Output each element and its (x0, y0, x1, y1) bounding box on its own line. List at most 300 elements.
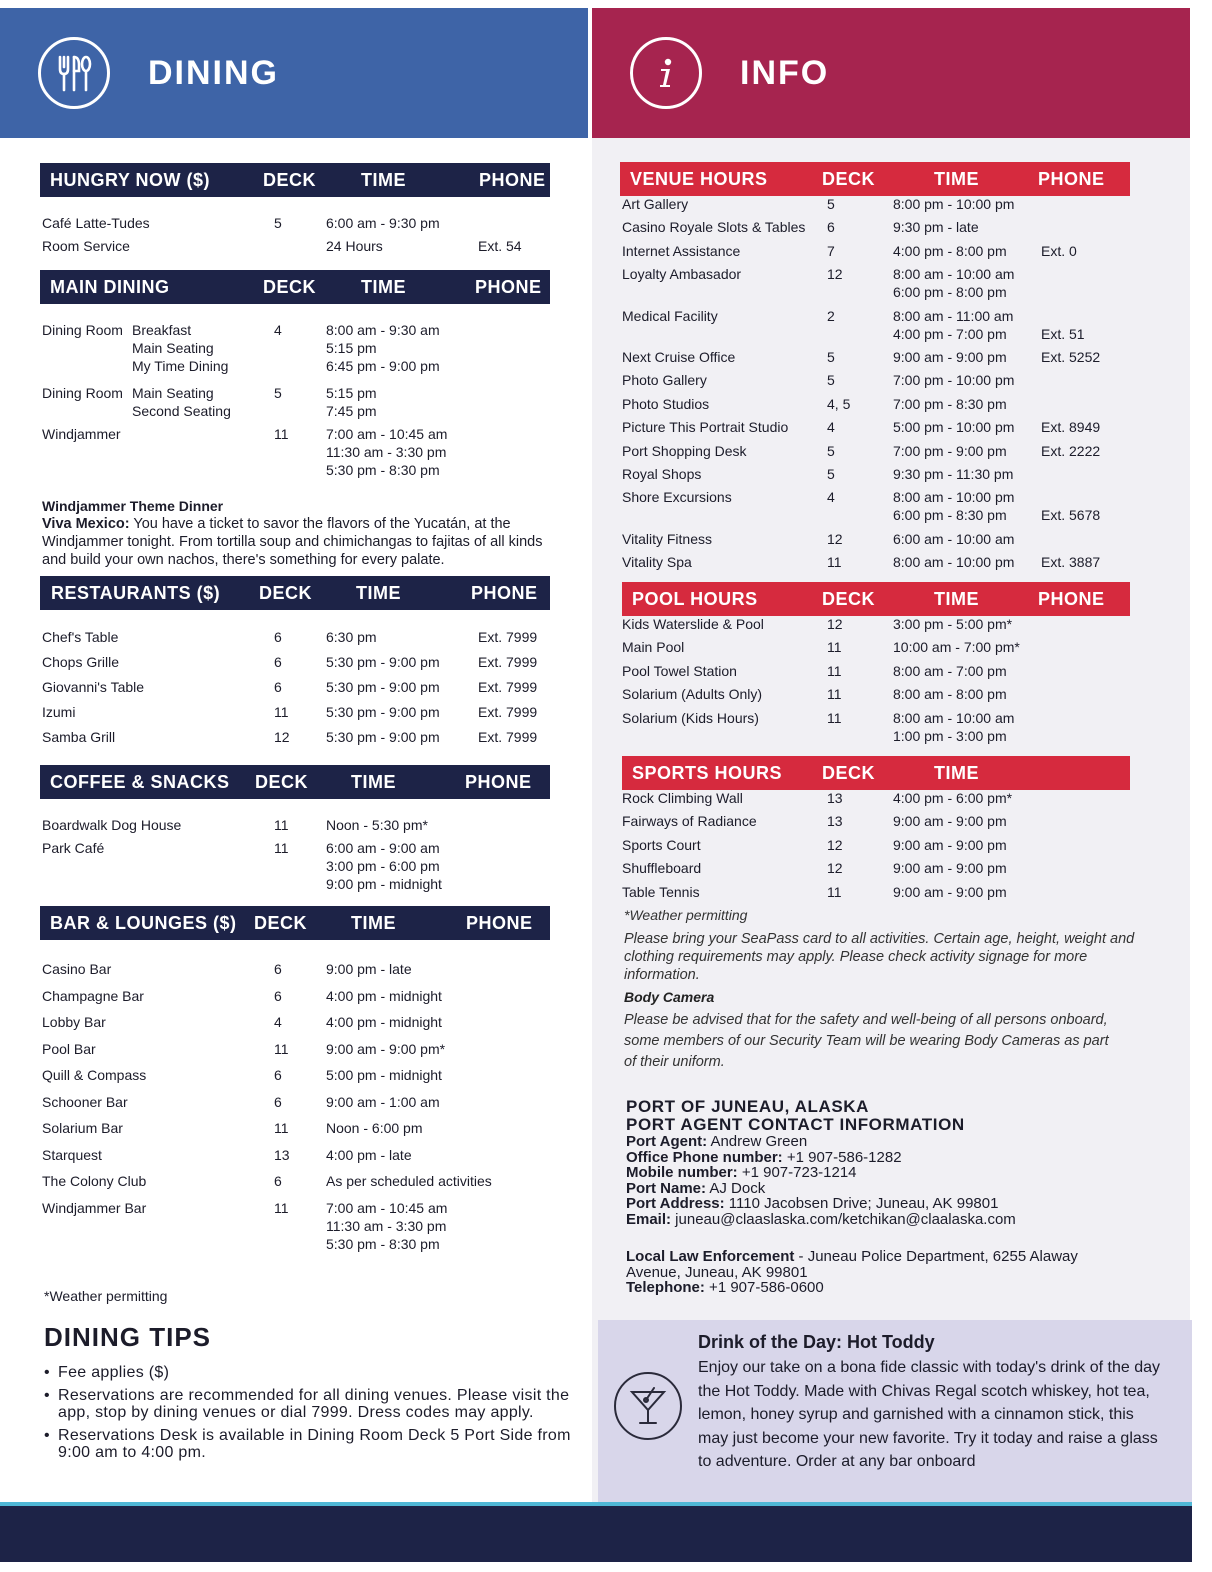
deck-header: DECK (822, 762, 876, 783)
venue-name: Fairways of Radiance (622, 813, 757, 830)
venue-deck: 6 (274, 1173, 282, 1189)
list-item (40, 425, 550, 487)
port-name-value: AJ Dock (706, 1179, 766, 1197)
deck-header: DECK (822, 168, 876, 189)
list-item (620, 242, 1130, 265)
venue-phone: Ext. 54 (478, 238, 522, 254)
time-line: 9:00 am - 9:00 pm (893, 883, 1007, 900)
venue-time (326, 839, 478, 893)
venue-name: Shore Excursions (622, 489, 732, 506)
venue-name: Café Latte-Tudes (42, 215, 150, 231)
time-line: 8:00 pm - 10:00 pm (893, 196, 1015, 212)
mobile-label: Mobile number: (626, 1164, 738, 1181)
time-line: 5:00 pm - 10:00 pm (893, 419, 1015, 436)
venue-time (326, 321, 478, 384)
time-line: 4:00 pm - 7:00 pm (893, 325, 1007, 342)
venue-phone: Ext. 7999 (478, 704, 538, 720)
dining-weather-note: *Weather permitting (44, 1288, 168, 1304)
meal-name: Second Seating (132, 403, 231, 419)
deck-header: DECK (259, 582, 313, 603)
venue-name: Boardwalk Dog House (42, 817, 182, 833)
time-line: 5:15 pm (326, 340, 377, 356)
venue-name: Giovanni's Table (42, 679, 145, 695)
deck-header: DECK (254, 912, 308, 933)
list-item (40, 1040, 550, 1067)
time-line: 7:00 pm - 9:00 pm (893, 442, 1007, 459)
venue-time (326, 425, 478, 487)
list-item (620, 812, 1130, 835)
bar-lounges-section (40, 906, 550, 1261)
list-item (40, 321, 550, 384)
port-agent-heading: PORT AGENT CONTACT INFORMATION (626, 1115, 965, 1134)
time-line: 10:00 am - 7:00 pm* (893, 639, 1020, 656)
time-line: 6:00 pm - 8:30 pm (893, 507, 1007, 524)
dining-tips-list (44, 1364, 574, 1467)
venue-deck: 13 (274, 1146, 290, 1163)
email-label: Email: (626, 1210, 672, 1228)
time-header: TIME (356, 582, 401, 603)
venue-deck: 7 (827, 242, 835, 259)
venue-time (326, 1093, 478, 1120)
venue-name: Casino Royale Slots & Tables (622, 219, 806, 236)
venue-phone: Ext. 7999 (478, 654, 538, 670)
coffee-snacks-section (40, 765, 550, 893)
port-address-value: 1110 Jacobsen Drive; Juneau, AK 99801 (724, 1195, 999, 1212)
info-title: INFO (740, 53, 830, 92)
venue-phone (478, 214, 550, 237)
list-item (40, 1146, 550, 1173)
venue-phone (1041, 371, 1130, 394)
venue-time: 5:30 pm - 9:00 pm (326, 704, 440, 720)
venue-name: Lobby Bar (42, 1014, 106, 1030)
list-item (40, 987, 550, 1014)
list-item (620, 883, 1130, 906)
body-camera-text: Please be advised that for the safety and well-being of all persons onboard, some members of our Security Team will be wearing Body Cameras as part of their uniform. (624, 1012, 1109, 1070)
activity-notes (624, 906, 1154, 1073)
list-item (620, 662, 1130, 685)
venue-phone (1041, 859, 1130, 882)
venue-time (893, 442, 1041, 465)
venue-phone: Ext. 51 (1041, 325, 1085, 342)
venue-name: Starquest (42, 1146, 102, 1163)
list-item (40, 703, 550, 728)
theme-dinner-name: Viva Mexico: (42, 516, 130, 532)
phone-header: PHONE (1038, 588, 1105, 609)
list-item (40, 628, 550, 653)
theme-dinner-text: You have a ticket to savor the flavors of the Yucatán, at the Windjammer tonight. From tortilla soup and chimichangas to fajitas of all kinds and build your own nachos, there's something for every palate. (42, 516, 543, 568)
meal-list (132, 321, 274, 384)
list-item (40, 237, 550, 255)
venue-deck: 11 (827, 686, 842, 703)
venue-deck: 11 (274, 817, 289, 833)
venue-name: Champagne Bar (42, 987, 144, 1004)
time-line: 5:00 pm - midnight (326, 1067, 442, 1083)
time-header: TIME (351, 912, 396, 933)
venue-deck: 5 (274, 215, 282, 231)
list-item (40, 728, 550, 753)
seapass-note: Please bring your SeaPass card to all activities. Certain age, height, weight and clothing requirements may apply. Please check activity signage for more information. (624, 931, 1135, 983)
venue-name: Shuffleboard (622, 860, 702, 877)
venue-time (326, 987, 478, 1014)
list-item (40, 1066, 550, 1093)
venue-deck: 4 (827, 489, 835, 506)
time-header: TIME (934, 762, 979, 783)
law-enforcement-value: - Juneau Police Department, 6255 Alaway Avenue, Juneau, AK 99801 (626, 1248, 1078, 1281)
venue-time (893, 883, 1041, 906)
venue-name: The Colony Club (42, 1173, 147, 1189)
venue-time: 5:30 pm - 9:00 pm (326, 679, 440, 695)
list-item (620, 685, 1130, 708)
venue-phone (1041, 465, 1130, 488)
section-title: POOL HOURS (632, 588, 758, 609)
venue-name: Room Service (42, 238, 130, 254)
pool-hours-header (622, 582, 1130, 616)
port-address-label: Port Address: (626, 1195, 725, 1212)
venue-deck (274, 237, 326, 255)
venue-time: 5:30 pm - 9:00 pm (326, 654, 440, 670)
venue-time (893, 859, 1041, 882)
meal-name: Main Seating (132, 340, 214, 356)
time-line: 3:00 pm - 5:00 pm* (893, 616, 1013, 632)
time-line: 4:00 pm - 6:00 pm* (893, 790, 1013, 806)
time-line: 6:45 pm - 9:00 pm (326, 358, 440, 374)
list-item (620, 465, 1130, 488)
venue-time (893, 465, 1041, 488)
venue-phone (1041, 638, 1130, 661)
email-value: juneau@claaslaska.com/ketchikan@claalaska.com (671, 1210, 1016, 1228)
venue-time (893, 530, 1041, 553)
venue-name: Park Café (42, 840, 105, 856)
list-item (620, 615, 1130, 638)
time-line: 11:30 am - 3:30 pm (326, 1217, 447, 1234)
time-line: Noon - 6:00 pm (326, 1120, 423, 1136)
martini-glass-icon (614, 1372, 682, 1440)
venue-deck: 4 (274, 322, 282, 338)
venue-deck: 5 (827, 372, 835, 389)
list-item: • Fee applies ($) (44, 1364, 574, 1381)
venue-time: 5:30 pm - 9:00 pm (326, 729, 440, 745)
list-item (620, 709, 1130, 745)
port-agent-value: Andrew Green (707, 1133, 808, 1150)
time-line: 5:30 pm - 8:30 pm (326, 1235, 440, 1252)
drink-description: Enjoy our take on a bona fide classic with today's drink of the day the Hot Toddy. Made with Chivas Regal scotch whiskey, hot tea, lemon, honey syrup and garnished with a cinnamon stick, this may just become your new favorite. Try it today and raise a glass to adventure. Order at any bar onboard (698, 1359, 1160, 1470)
venue-name: Photo Gallery (622, 372, 707, 389)
list-item (620, 836, 1130, 859)
venue-hours-section (620, 162, 1130, 576)
venue-time: Noon - 5:30 pm* (326, 817, 428, 833)
list-item (620, 488, 1130, 524)
venue-deck: 6 (274, 679, 282, 695)
time-line: 1:00 pm - 3:00 pm (893, 727, 1007, 744)
venue-name: Royal Shops (622, 465, 702, 482)
venue-phone (1041, 218, 1130, 241)
main-dining-header (40, 270, 550, 304)
hungry-now-header (40, 163, 550, 197)
info-icon (630, 37, 702, 109)
deck-header: DECK (263, 276, 317, 297)
venue-deck: 11 (827, 883, 842, 900)
venue-name: Chops Grille (42, 654, 120, 670)
venue-name: Solarium (Adults Only) (622, 686, 763, 703)
venue-name: Izumi (42, 704, 76, 720)
port-name-label: Port Name: (626, 1179, 707, 1197)
dining-title: DINING (148, 53, 279, 92)
office-phone-value: +1 907-586-1282 (782, 1148, 902, 1166)
venue-time (893, 553, 1041, 576)
venue-phone (1041, 685, 1130, 708)
list-item: • Reservations Desk is available in Dining Room Deck 5 Port Side from 9:00 am to 4:00 pm. (44, 1427, 574, 1461)
port-heading: PORT OF JUNEAU, ALASKA (626, 1097, 870, 1116)
time-line: 7:00 am - 10:45 am (326, 1199, 448, 1216)
list-item (40, 816, 550, 839)
venue-name: Internet Assistance (622, 242, 741, 259)
telephone-label: Telephone: (626, 1279, 705, 1296)
venue-deck: 6 (274, 629, 282, 645)
venue-name: Kids Waterslide & Pool (622, 616, 764, 632)
time-line: 9:00 pm - midnight (326, 876, 442, 892)
time-line: 3:00 pm - 6:00 pm (326, 858, 440, 874)
venue-time (893, 348, 1041, 371)
pool-hours-section (620, 582, 1130, 750)
venue-time (326, 1066, 478, 1093)
time-line: 8:00 am - 10:00 pm (893, 489, 1015, 506)
meal-name: Main Seating (132, 385, 214, 401)
time-line: 6:00 am - 10:00 am (893, 530, 1015, 547)
deck-header: DECK (822, 588, 876, 609)
venue-phone: Ext. 7999 (478, 729, 538, 745)
section-title: SPORTS HOURS (632, 762, 783, 783)
venue-name: Picture This Portrait Studio (622, 419, 789, 436)
time-line: 9:00 am - 9:00 pm (893, 813, 1007, 830)
venue-time (893, 418, 1041, 441)
venue-deck: 11 (827, 709, 842, 726)
venue-deck: 11 (827, 554, 842, 571)
list-item (620, 859, 1130, 882)
restaurants-header (40, 576, 550, 610)
time-header: TIME (361, 169, 406, 190)
venue-time (326, 1199, 478, 1253)
list-item (40, 960, 550, 987)
venue-name: Vitality Spa (622, 554, 692, 571)
section-title: RESTAURANTS ($) (51, 582, 221, 603)
time-line: 4:00 pm - midnight (326, 1014, 442, 1030)
info-header (592, 8, 1190, 138)
list-item (620, 789, 1130, 812)
venue-deck: 11 (827, 639, 842, 656)
section-title: VENUE HOURS (630, 168, 768, 189)
venue-time (893, 371, 1041, 394)
venue-deck: 5 (274, 385, 282, 401)
list-item (40, 678, 550, 703)
venue-time (893, 812, 1041, 835)
phone-header: PHONE (466, 912, 533, 933)
venue-deck: 12 (827, 836, 843, 853)
meal-list (132, 384, 274, 425)
time-line: 8:00 am - 7:00 pm (893, 662, 1007, 679)
time-header: TIME (361, 276, 406, 297)
venue-phone (1041, 789, 1130, 812)
list-item (620, 218, 1130, 241)
venue-time (893, 709, 1041, 745)
phone-header: PHONE (465, 771, 532, 792)
venue-deck: 5 (827, 196, 835, 212)
venue-deck: 6 (274, 1093, 282, 1110)
dining-header (0, 8, 588, 138)
venue-phone (1041, 530, 1130, 553)
venue-name: Dining Room (42, 385, 123, 401)
time-line: 9:30 pm - 11:30 pm (893, 465, 1014, 482)
venue-hours-header (620, 162, 1130, 196)
venue-name: Main Pool (622, 639, 685, 656)
venue-time (893, 195, 1041, 218)
venue-deck: 12 (827, 530, 843, 547)
time-line: 8:00 am - 10:00 pm (893, 554, 1015, 571)
venue-name: Samba Grill (42, 729, 116, 745)
venue-deck: 12 (274, 729, 290, 745)
list-item (40, 1199, 550, 1253)
list-item (620, 638, 1130, 661)
venue-time (893, 395, 1041, 418)
venue-time (326, 1119, 478, 1146)
list-item (40, 214, 550, 237)
venue-name: Casino Bar (42, 961, 112, 977)
venue-time (326, 384, 478, 425)
venue-time (893, 662, 1041, 685)
time-line: 7:00 pm - 8:30 pm (893, 395, 1007, 412)
venue-name: Quill & Compass (42, 1067, 147, 1083)
meal-name: My Time Dining (132, 358, 229, 374)
time-line: 5:30 pm - 8:30 pm (326, 462, 440, 478)
time-line: 9:00 am - 1:00 am (326, 1093, 440, 1110)
mobile-value: +1 907-723-1214 (737, 1164, 857, 1181)
venue-phone (1041, 662, 1130, 685)
restaurants-section (40, 576, 550, 753)
deck-header: DECK (255, 771, 309, 792)
section-title: MAIN DINING (50, 276, 170, 297)
time-line: 7:00 am - 10:45 am (326, 426, 448, 442)
phone-header: PHONE (471, 582, 538, 603)
coffee-snacks-header (40, 765, 550, 799)
sports-hours-header (622, 756, 1130, 790)
list-item (40, 1119, 550, 1146)
venue-name: Medical Facility (622, 307, 718, 324)
time-line: 9:00 am - 9:00 pm* (326, 1040, 446, 1057)
time-line: 4:00 pm - late (326, 1146, 412, 1163)
venue-deck: 6 (274, 987, 282, 1004)
time-line: 7:45 pm (326, 403, 377, 419)
time-line: 9:30 pm - late (893, 219, 979, 236)
venue-time (893, 836, 1041, 859)
time-header: TIME (351, 771, 396, 792)
venue-phone (1041, 836, 1130, 859)
venue-deck: 6 (274, 654, 282, 670)
venue-time (326, 1172, 492, 1199)
bar-lounges-header (40, 906, 550, 940)
venue-phone (1041, 395, 1130, 418)
venue-phone: Ext. 0 (1041, 242, 1077, 259)
list-item (40, 1013, 550, 1040)
list-item (620, 348, 1130, 371)
venue-phone: Ext. 7999 (478, 679, 538, 695)
law-enforcement-label: Local Law Enforcement (626, 1248, 795, 1265)
venue-deck: 11 (274, 1040, 289, 1057)
port-agent-label: Port Agent: (626, 1133, 708, 1150)
venue-deck: 6 (274, 1067, 282, 1083)
list-item (620, 442, 1130, 465)
sports-hours-section (620, 756, 1130, 906)
phone-header: PHONE (475, 276, 542, 297)
list-item (620, 195, 1130, 218)
time-line: 11:30 am - 3:30 pm (326, 444, 447, 460)
time-line: 9:00 am - 9:00 pm (893, 860, 1007, 877)
venue-deck: 6 (827, 219, 835, 236)
venue-phone (1041, 265, 1130, 301)
venue-name: Windjammer (42, 426, 121, 442)
venue-name: Pool Towel Station (622, 662, 737, 679)
section-title: COFFEE & SNACKS (50, 771, 230, 792)
time-line: 9:00 am - 9:00 pm (893, 836, 1007, 853)
venue-time (893, 789, 1041, 812)
venue-name: Sports Court (622, 836, 701, 853)
venue-name: Table Tennis (622, 883, 700, 900)
time-header: TIME (934, 168, 979, 189)
time-line: 8:00 am - 11:00 am (893, 307, 1014, 324)
list-item (620, 265, 1130, 301)
utensils-icon (38, 37, 110, 109)
venue-deck: 12 (827, 616, 843, 632)
footer-bar (0, 1506, 1192, 1562)
venue-deck: 11 (274, 704, 289, 720)
time-line: 5:15 pm (326, 385, 377, 401)
dining-tips-title: DINING TIPS (44, 1322, 212, 1352)
venue-phone: Ext. 2222 (1041, 442, 1101, 459)
venue-time (893, 685, 1041, 708)
venue-phone: Ext. 5678 (1041, 507, 1101, 524)
venue-deck: 11 (827, 662, 842, 679)
venue-name: Next Cruise Office (622, 348, 736, 365)
venue-name: Rock Climbing Wall (622, 790, 743, 806)
venue-name: Vitality Fitness (622, 530, 712, 547)
venue-name: Art Gallery (622, 196, 689, 212)
list-item (40, 1093, 550, 1120)
venue-phone (1041, 812, 1130, 835)
venue-time: 6:30 pm (326, 629, 377, 645)
venue-time: 24 Hours (326, 238, 383, 254)
venue-phone: Ext. 3887 (1041, 554, 1101, 571)
time-line: 7:00 pm - 10:00 pm (893, 372, 1015, 389)
venue-time (893, 218, 1041, 241)
time-line: As per scheduled activities (326, 1173, 492, 1189)
list-item (620, 530, 1130, 553)
venue-deck: 11 (274, 426, 289, 442)
venue-time (326, 1146, 478, 1173)
list-item: • Reservations are recommended for all dining venues. Please visit the app, stop by dining venues or dial 7999. Dress codes may apply. (44, 1387, 574, 1421)
venue-deck: 12 (827, 860, 843, 877)
section-title: BAR & LOUNGES ($) (50, 912, 237, 933)
phone-header: PHONE (1038, 168, 1105, 189)
venue-name: Dining Room (42, 322, 123, 338)
venue-phone: Ext. 7999 (478, 629, 538, 645)
venue-time (893, 265, 1041, 301)
list-item (40, 1172, 550, 1199)
venue-phone (1041, 709, 1130, 745)
time-line: 8:00 am - 10:00 am (893, 266, 1015, 283)
venue-time (893, 488, 1041, 524)
venue-deck: 11 (274, 1199, 289, 1216)
time-line: 8:00 am - 10:00 am (893, 709, 1015, 726)
venue-phone: Ext. 8949 (1041, 419, 1101, 436)
list-item (620, 418, 1130, 441)
